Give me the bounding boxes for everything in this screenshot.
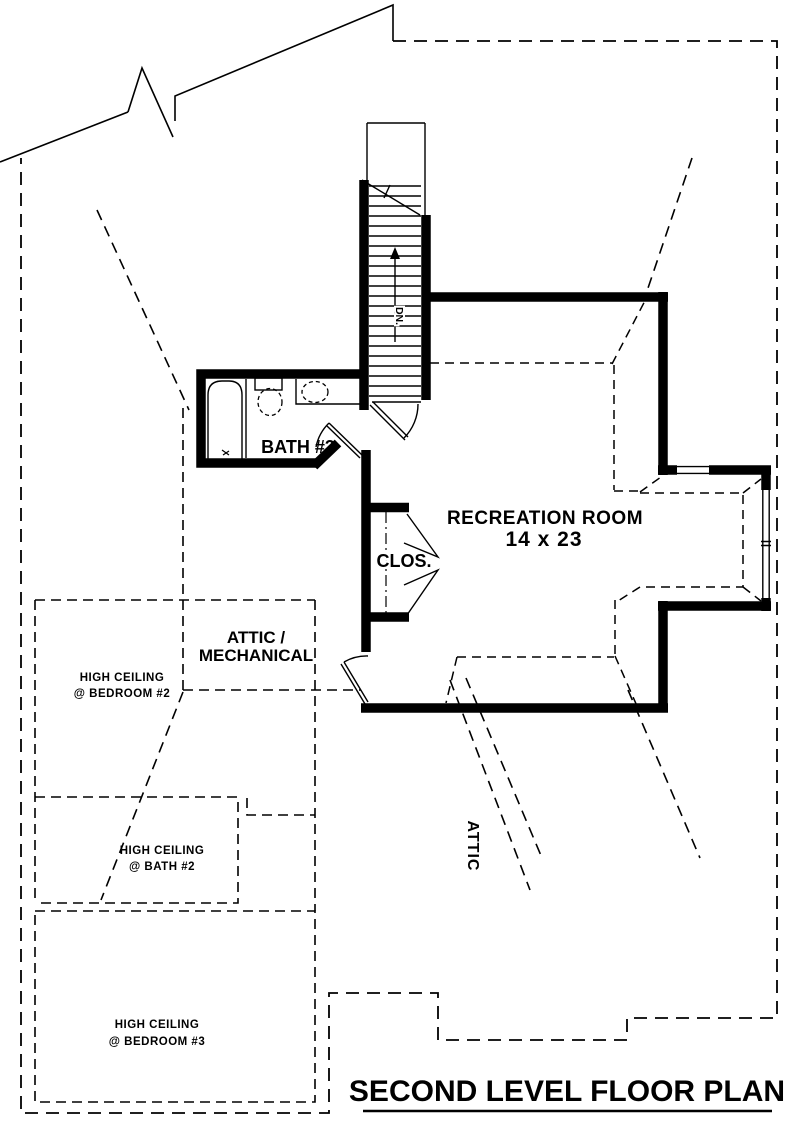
closet-door-leaf-bottom bbox=[404, 570, 438, 615]
recreation-room-label: RECREATION ROOM bbox=[446, 508, 644, 529]
stair-door-swing bbox=[404, 404, 418, 438]
cb-bay-diag-br bbox=[743, 587, 761, 601]
staircase bbox=[362, 123, 425, 402]
bay-right-window bbox=[763, 490, 769, 598]
stairs-dn-label: DN. bbox=[393, 306, 405, 326]
toilet-bowl bbox=[258, 389, 282, 416]
cb-bay-diag-bl bbox=[618, 587, 640, 601]
cb-top-right-diag bbox=[612, 295, 648, 364]
roof-edge-lines bbox=[0, 5, 393, 162]
high-ceiling-bedroom3-line1: HIGH CEILING bbox=[114, 1019, 200, 1031]
bathtub-drain bbox=[222, 450, 229, 455]
closet-label: CLOS. bbox=[376, 551, 432, 571]
stair-direction-arrowhead bbox=[390, 247, 400, 259]
attic-dashed-boxes bbox=[35, 408, 361, 1102]
attic-mechanical-label-line2: MECHANICAL bbox=[198, 646, 314, 665]
high-ceiling-bedroom2-line2: @ BEDROOM #2 bbox=[73, 688, 171, 700]
bathtub bbox=[208, 381, 242, 460]
bath3-label: BATH #3 bbox=[261, 437, 335, 457]
cb-bottom-right-diag bbox=[615, 656, 637, 706]
hip-right-upper bbox=[646, 158, 692, 294]
ceiling-break-outline bbox=[430, 295, 761, 706]
attic-mechanical-label-line1: ATTIC / bbox=[226, 628, 286, 647]
plan-title: SECOND LEVEL FLOOR PLAN bbox=[348, 1075, 786, 1108]
room-labels bbox=[74, 437, 643, 1048]
attic-door-swing bbox=[344, 656, 368, 662]
windows bbox=[677, 467, 771, 598]
high-ceiling-bath2-line2: @ BATH #2 bbox=[129, 861, 195, 873]
recreation-room-dimensions: 14 x 23 bbox=[505, 528, 583, 551]
cb-bay-diag-tl bbox=[640, 477, 661, 492]
attic-hip-c bbox=[628, 690, 700, 858]
roof-line-left bbox=[0, 112, 128, 162]
vanity-sink bbox=[302, 382, 328, 403]
hip-left-upper bbox=[97, 210, 189, 410]
roof-hip-diagonals bbox=[97, 158, 700, 900]
break-line-zigzag bbox=[128, 68, 173, 137]
stair-break-line bbox=[362, 180, 420, 215]
cb-bay-diag-tr bbox=[743, 479, 761, 493]
bath2-notch bbox=[247, 798, 315, 815]
cb-bottom-left-diag bbox=[446, 657, 457, 703]
bedroom3-ceiling-box bbox=[35, 911, 315, 1102]
attic-label: ATTIC bbox=[464, 820, 481, 872]
cb-bay-inner bbox=[640, 493, 743, 587]
stair-door-leaf bbox=[370, 402, 408, 440]
sheet-title bbox=[349, 1075, 785, 1111]
attic-door-leaf bbox=[341, 662, 368, 704]
roof-line-right bbox=[175, 5, 393, 121]
bay-top-window bbox=[677, 467, 709, 474]
high-ceiling-bath2-line1: HIGH CEILING bbox=[119, 845, 205, 857]
high-ceiling-bedroom3-line2: @ BEDROOM #3 bbox=[108, 1036, 206, 1048]
high-ceiling-bedroom2-line1: HIGH CEILING bbox=[79, 672, 165, 684]
